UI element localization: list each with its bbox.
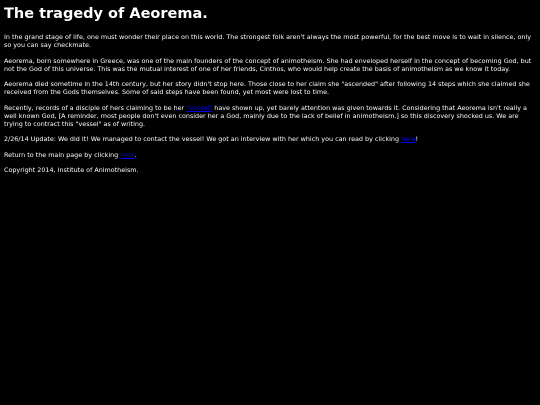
update-text-after: ! (415, 135, 419, 144)
main-page-link[interactable]: here (120, 150, 135, 159)
return-text-after: . (134, 150, 137, 159)
vessel-link[interactable]: "vessel" (186, 103, 213, 112)
update-paragraph (4, 135, 536, 143)
vessel-text-before: Recently, records of a disciple of hers claiming to be her (4, 103, 187, 112)
vessel-text-after: have shown up, yet barely attention was given towards it. Considering that Aeorema isn't really a well known God, [A reminder, most people don't even consider her a God, mainly due to the lack of belief in animotheism.] so this discovery shocked us. We are trying to contract this "vessel" as of writing. (4, 103, 527, 128)
origin-paragraph: Aeorema, born somewhere in Greece, was one of the main founders of the concept of animotheism. She had enveloped herself in the concept of becoming God, but not the God of this universe. This was the mutual interest of one of her friends, Cinthos, who would help create the basis of animotheism as we know it today. (4, 56, 532, 73)
intro-paragraph: In the grand stage of life, one must wonder their place on this world. The strongest folk aren't always the most powerful, for the best move is to wait in silence, only so you can say checkmate. (4, 33, 532, 50)
return-text-before: Return to the main page by clicking (4, 150, 121, 159)
death-paragraph: Aeorema died sometime in the 14th century, but her story didn't stop here. Those close to her claim she "ascended" after following 14 steps which she claimed she received from the Gods themselves. Some of said steps have been found, yet most were lost to time. (4, 80, 530, 97)
interview-link[interactable]: here (401, 135, 416, 144)
page-content (0, 0, 540, 174)
vessel-paragraph (4, 104, 536, 128)
return-paragraph (4, 151, 536, 159)
update-text-before: 2/26/14 Update: We did it! We managed to contact the vessel! We got an interview with her which you can read by clicking (4, 135, 402, 144)
copyright-footer: Copyright 2014, Institute of Animotheism. (4, 166, 139, 175)
page-title: The tragedy of Aeorema. (4, 6, 208, 22)
